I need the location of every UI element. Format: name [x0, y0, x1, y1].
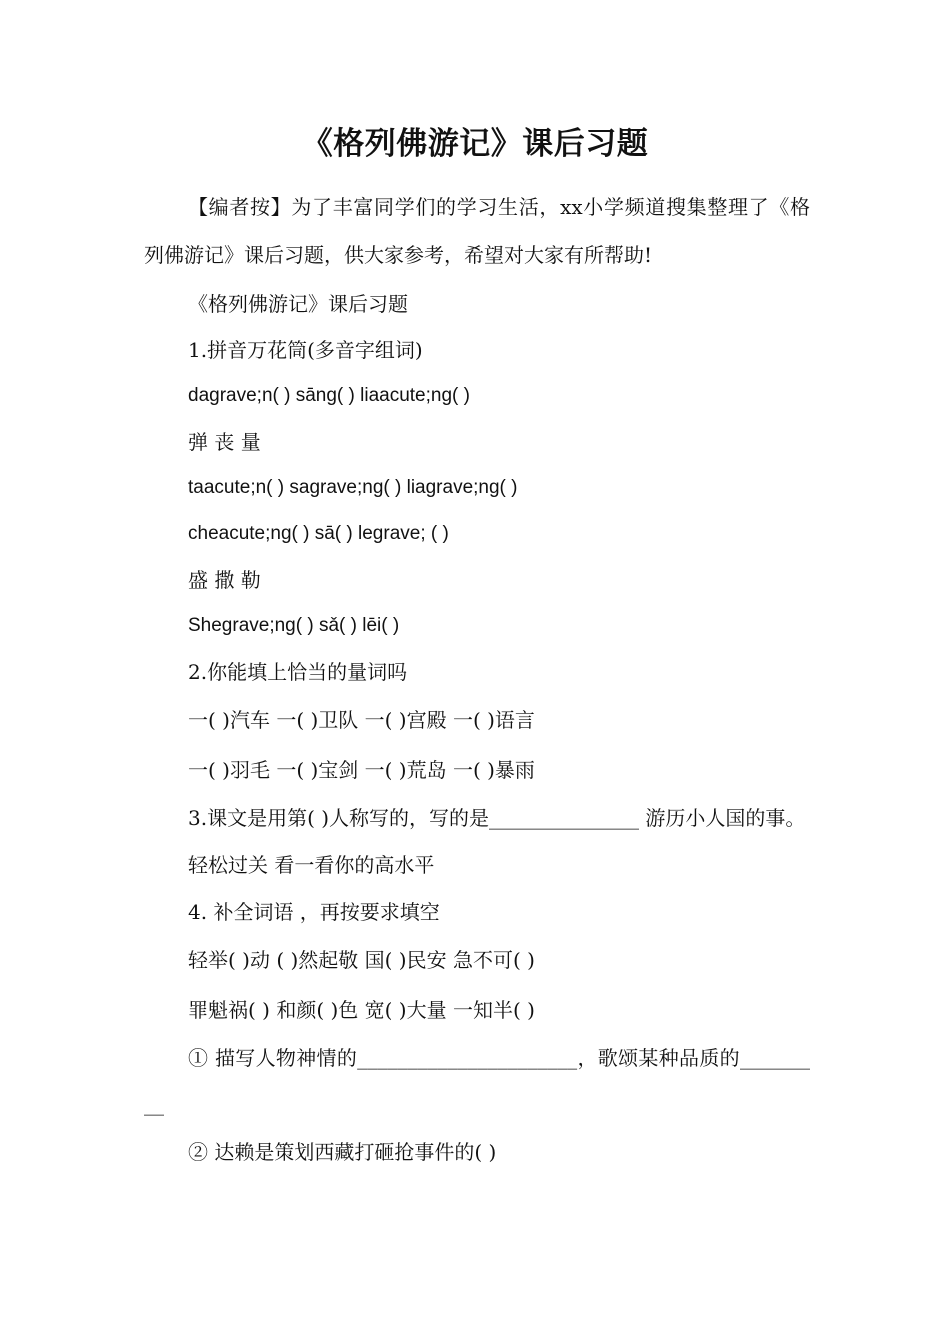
pinyin-line-4: Shegrave;ng( ) sǎ( ) lēi( ): [188, 615, 400, 636]
measure-word-line-1: 一( )汽车 一( )卫队 一( )宫殿 一( )语言: [188, 708, 535, 732]
question-3-paragraph: 3.课文是用第( )人称写的，写的是_______________ 游历小人国的事。: [188, 806, 806, 830]
measure-word-line-2: 一( )羽毛 一( )宝剑 一( )荒岛 一( )暴雨: [188, 758, 535, 782]
question-4a-paragraph: ① 描写人物神情的______________________，歌颂某种品质的_________: [144, 1046, 810, 1116]
pinyin-line-1: dagrave;n( ) sāng( ) liaacute;ng( ): [188, 385, 470, 406]
idiom-line-1: 轻举( )动 ( )然起敬 国( )民安 急不可( ): [188, 948, 535, 972]
document-body: [144, 183, 810, 1175]
character-line-2: 盛 撒 勒: [188, 568, 261, 592]
pinyin-line-2: taacute;n( ) sagrave;ng( ) liagrave;ng( ): [188, 477, 518, 498]
idiom-line-2: 罪魁祸( ) 和颜( )色 宽( )大量 一知半( ): [188, 998, 535, 1022]
section-heading: 《格列佛游记》课后习题: [188, 292, 408, 316]
pinyin-line-3: cheacute;ng( ) sā( ) legrave; ( ): [188, 523, 449, 544]
intro-paragraph: 【编者按】为了丰富同学们的学习生活，xx小学频道搜集整理了《格列佛游记》课后习题，供大家参考，希望对大家有所帮助!: [144, 195, 810, 267]
document-title: 《格列佛游记》课后习题: [301, 126, 649, 162]
question-4b-line: ② 达赖是策划西藏打砸抢事件的( ): [188, 1140, 497, 1164]
question-1-heading: 1.拼音万花筒(多音字组词): [188, 338, 423, 362]
question-4-heading: 4. 补全词语 ，再按要求填空: [188, 900, 440, 924]
character-line-1: 弹 丧 量: [188, 430, 261, 454]
question-2-heading: 2.你能填上恰当的量词吗: [188, 660, 408, 684]
section-subheading: 轻松过关 看一看你的高水平: [188, 853, 435, 877]
